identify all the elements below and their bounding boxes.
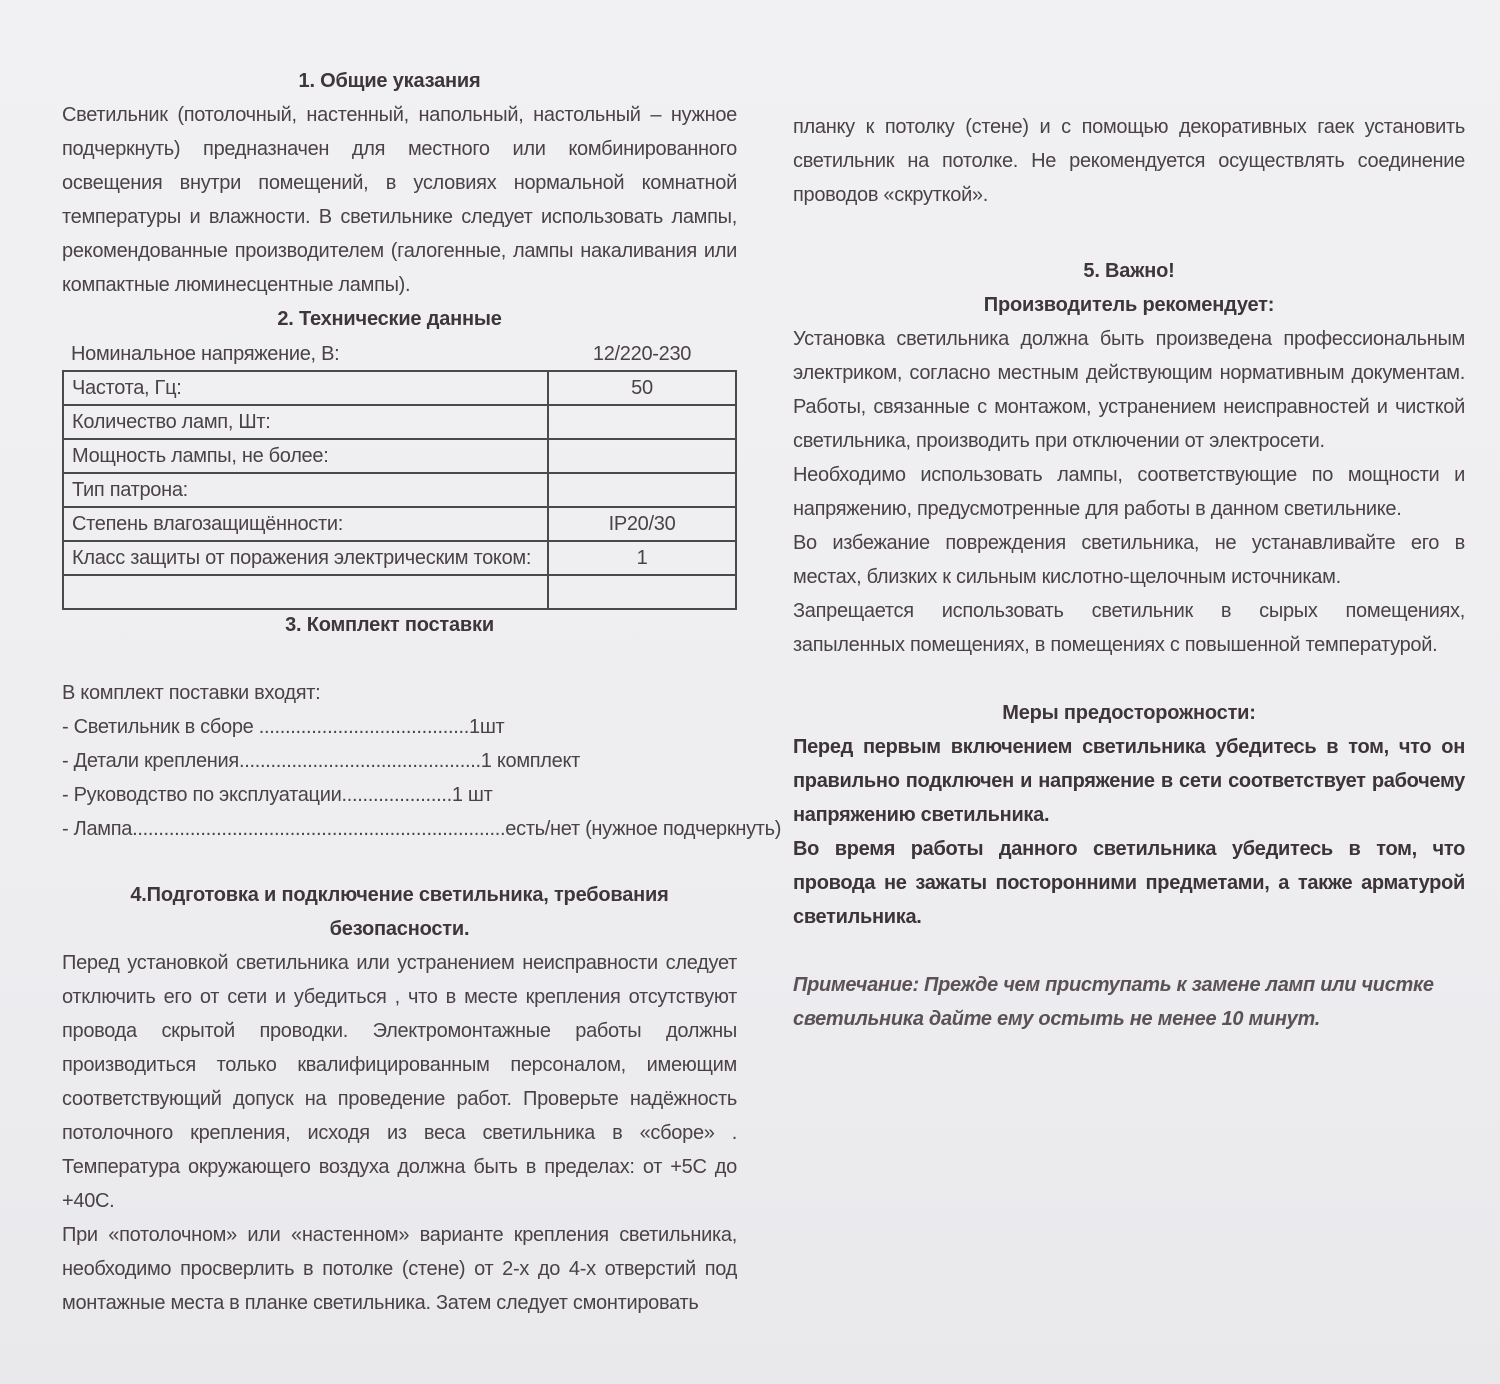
- section-5-paragraph-3: Во избежание повреждения светильника, не устанавливайте его в местах, близких к сильным кислотно-щелочным источникам.: [793, 532, 1465, 588]
- tech-label: Класс защиты от поражения электрическим током:: [63, 541, 548, 575]
- note-text: Примечание: Прежде чем приступать к замене ламп или чистке светильника дайте ему остыть не менее 10 минут.: [793, 974, 1434, 1030]
- tech-label: Тип патрона:: [63, 473, 548, 507]
- tech-label: Частота, Гц:: [63, 371, 548, 405]
- section-5-paragraph-2: Необходимо использовать лампы, соответствующие по мощности и напряжению, предусмотренные для работы в данном светильнике.: [793, 464, 1465, 520]
- tech-label: Мощность лампы, не более:: [63, 439, 548, 473]
- table-row: [63, 575, 736, 609]
- table-row: [63, 473, 736, 507]
- section-1-title: 1. Общие указания: [298, 70, 481, 92]
- tech-value: [548, 473, 736, 507]
- section-1-text: Светильник (потолочный, настенный, напольный, настольный – нужное подчеркнуть) предназначен для местного или комбинированного освещения внутри помещений, в условиях нормальной комнатной температуры и влажности. В светильнике следует использовать лампы, рекомендованные производителем (галогенные, лампы накаливания или компактные люминесцентные лампы).: [62, 104, 737, 296]
- section-4-title-cont: безопасности.: [329, 918, 470, 940]
- section-4-title: 4.Подготовка и подключение светильника, требования: [130, 884, 669, 906]
- tech-data-table: [62, 338, 737, 610]
- tech-label: Количество ламп, Шт:: [63, 405, 548, 439]
- tech-value: 1: [548, 541, 736, 575]
- section-3-title: 3. Комплект поставки: [285, 614, 494, 636]
- table-row: [63, 405, 736, 439]
- section-5-subtitle: Производитель рекомендует:: [983, 294, 1275, 316]
- precautions-paragraph-1: Перед первым включением светильника убедитесь в том, что он правильно подключен и напряжение в сети соответствует рабочему напряжению светильника.: [793, 736, 1465, 826]
- section-4-paragraph-1: Перед установкой светильника или устранением неисправности следует отключить его от сети и убедиться , что в месте крепления отсутствуют провода скрытой проводки. Электромонтажные работы должны производиться только квалифицированным персоналом, имеющим соответствующий допуск на проведение работ. Проверьте надёжность потолочного крепления, исходя из веса светильника в «сборе» . Температура окружающего воздуха должна быть в пределах: от +5С до +40С.: [62, 952, 737, 1212]
- tech-value: [548, 405, 736, 439]
- precautions-title: Меры предосторожности:: [1002, 702, 1256, 724]
- table-row: [63, 338, 736, 371]
- list-item: - Руководство по эксплуатации.....................1 шт: [62, 784, 493, 806]
- tech-value: 12/220-230: [592, 342, 692, 365]
- section-5-paragraph-4: Запрещается использовать светильник в сырых помещениях, запыленных помещениях, в помещениях с повышенной температурой.: [793, 600, 1465, 656]
- tech-value: [548, 439, 736, 473]
- tech-label: [63, 575, 548, 609]
- right-column: [793, 110, 1465, 1036]
- left-column: [62, 64, 782, 1320]
- table-row: [63, 371, 736, 405]
- table-row: [63, 541, 736, 575]
- list-item: - Светильник в сборе ........................................1шт: [62, 716, 505, 738]
- tech-value: [548, 575, 736, 609]
- tech-value: IP20/30: [548, 507, 736, 541]
- section-5-title: 5. Важно!: [1083, 260, 1175, 282]
- list-item: - Детали крепления..............................................1 комплект: [62, 750, 581, 772]
- tech-label: Степень влагозащищённости:: [63, 507, 548, 541]
- table-row: [63, 507, 736, 541]
- table-row: [63, 439, 736, 473]
- kit-intro: В комплект поставки входят:: [62, 682, 321, 704]
- tech-value: 50: [548, 371, 736, 405]
- section-4-paragraph-2-cont: планку к потолку (стене) и с помощью декоративных гаек установить светильник на потолке. Не рекомендуется осуществлять соединение проводов «скруткой».: [793, 116, 1465, 206]
- precautions-paragraph-2: Во время работы данного светильника убедитесь в том, что провода не зажаты посторонними предметами, а также арматурой светильника.: [793, 838, 1465, 928]
- section-2-title: 2. Технические данные: [277, 308, 502, 330]
- section-5-paragraph-1: Установка светильника должна быть произведена профессиональным электриком, согласно местным действующим нормативным документам. Работы, связанные с монтажом, устранением неисправностей и чисткой светильника, производить при отключении от электросети.: [793, 328, 1465, 452]
- kit-list: [62, 676, 782, 846]
- section-4-paragraph-2: При «потолочном» или «настенном» варианте крепления светильника, необходимо просверлить в потолке (стене) от 2-х до 4-х отверстий под монтажные места в планке светильника. Затем следует смонтировать: [62, 1224, 737, 1314]
- tech-label: Номинальное напряжение, В:: [71, 342, 340, 365]
- list-item: - Лампа.......................................................................есть/нет (нужное подчеркнуть): [62, 818, 782, 840]
